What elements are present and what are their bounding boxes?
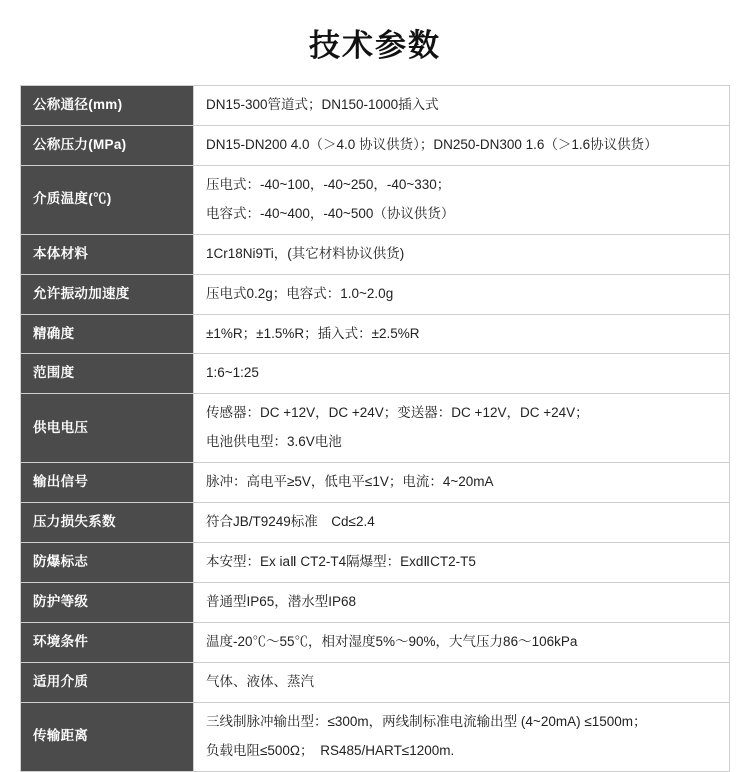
spec-value-cell — [194, 543, 730, 583]
spec-table — [20, 85, 730, 772]
spec-value-line: 本安型：Ex iaⅡ CT2-T4隔爆型：ExdⅡCT2-T5 — [206, 554, 476, 570]
spec-label-cell: 防护等级 — [21, 582, 194, 622]
table-row — [21, 394, 730, 463]
table-row — [21, 543, 730, 583]
spec-label-cell: 允许振动加速度 — [21, 274, 194, 314]
spec-value-cell — [194, 314, 730, 354]
spec-value-cell — [194, 582, 730, 622]
spec-value-line: 符合JB/T9249标准 Cd≤2.4 — [206, 514, 375, 530]
spec-label-cell: 介质温度(℃) — [21, 165, 194, 234]
spec-value-line: 压电式：-40~100，-40~250，-40~330； — [206, 176, 451, 192]
spec-value-cell — [194, 274, 730, 314]
spec-label-cell: 公称压力(MPa) — [21, 125, 194, 165]
spec-value-line: 温度-20℃～55℃，相对湿度5%～90%，大气压力86～106kPa — [206, 633, 578, 649]
spec-value-line: 脉冲：高电平≥5V，低电平≤1V；电流：4~20mA — [206, 474, 494, 490]
spec-value-cell — [194, 165, 730, 234]
table-row — [21, 86, 730, 126]
table-row — [21, 622, 730, 662]
spec-value-cell — [194, 702, 730, 771]
spec-value-cell — [194, 234, 730, 274]
spec-value-cell — [194, 463, 730, 503]
spec-value-cell — [194, 125, 730, 165]
spec-label-cell: 公称通径(mm) — [21, 86, 194, 126]
spec-value-line: ±1%R；±1.5%R；插入式：±2.5%R — [206, 325, 420, 341]
spec-value-cell — [194, 394, 730, 463]
spec-value-cell — [194, 622, 730, 662]
table-row — [21, 234, 730, 274]
spec-value-line: 电池供电型：3.6V电池 — [206, 434, 342, 450]
table-row — [21, 165, 730, 234]
table-row — [21, 582, 730, 622]
spec-label-cell: 传输距离 — [21, 702, 194, 771]
spec-value-line: 1Cr18Ni9Ti，(其它材料协议供货) — [206, 245, 405, 261]
table-row — [21, 274, 730, 314]
spec-label-cell: 本体材料 — [21, 234, 194, 274]
spec-label-cell: 环境条件 — [21, 622, 194, 662]
spec-value-line: 三线制脉冲输出型：≤300m，两线制标准电流输出型 (4~20mA) ≤1500m； — [206, 713, 647, 729]
spec-table-body — [21, 86, 730, 772]
spec-value-line: 传感器：DC +12V，DC +24V；变送器：DC +12V，DC +24V； — [206, 405, 589, 421]
table-row — [21, 314, 730, 354]
table-row — [21, 125, 730, 165]
spec-value-line: 普通型IP65，潜水型IP68 — [206, 593, 357, 609]
spec-label-cell: 适用介质 — [21, 662, 194, 702]
spec-label-cell: 输出信号 — [21, 463, 194, 503]
spec-value-line: DN15-300管道式；DN150-1000插入式 — [206, 97, 439, 112]
spec-value-line: 气体、液体、蒸汽 — [206, 673, 314, 689]
spec-label-cell: 压力损失系数 — [21, 503, 194, 543]
spec-value-line: 负载电阻≤500Ω； RS485/HART≤1200m. — [206, 742, 455, 758]
table-row — [21, 354, 730, 394]
spec-label-cell: 精确度 — [21, 314, 194, 354]
table-row — [21, 503, 730, 543]
spec-value-cell — [194, 503, 730, 543]
spec-value-cell — [194, 662, 730, 702]
spec-value-line: 1:6~1:25 — [206, 365, 259, 381]
spec-value-cell — [194, 86, 730, 126]
spec-value-line: 电容式：-40~400，-40~500（协议供货） — [206, 205, 455, 221]
table-row — [21, 662, 730, 702]
spec-value-line: 压电式0.2g；电容式：1.0~2.0g — [206, 285, 394, 301]
page-title: 技术参数 — [309, 28, 441, 63]
spec-label-cell: 范围度 — [21, 354, 194, 394]
spec-label-cell: 防爆标志 — [21, 543, 194, 583]
spec-value-line: DN15-DN200 4.0（＞4.0 协议供货）；DN250-DN300 1.6（＞1.6协议供货） — [206, 136, 658, 152]
spec-value-cell — [194, 354, 730, 394]
spec-label-cell: 供电电压 — [21, 394, 194, 463]
table-row — [21, 702, 730, 771]
table-row — [21, 463, 730, 503]
